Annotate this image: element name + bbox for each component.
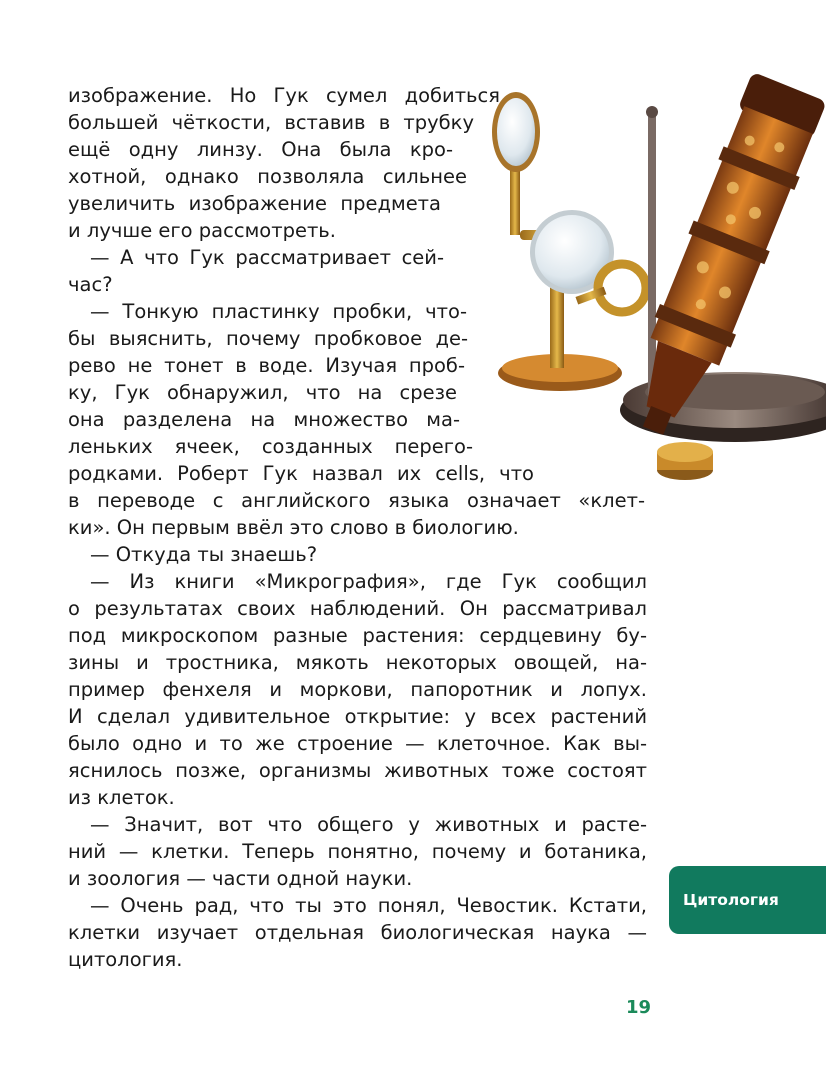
page-number: 19 (626, 997, 652, 1018)
text-line: — Откуда ты знаешь? (90, 543, 318, 566)
text-line: ку, Гук обнаружил, что на срезе (68, 381, 457, 404)
text-line: о результатах своих наблюдений. Он рассматривал (68, 597, 647, 620)
text-line: леньких ячеек, созданных перего- (68, 435, 473, 458)
text-line: под микроскопом разные растения: сердцевину бу- (68, 624, 647, 647)
text-line: И сделал удивительное открытие: у всех растений (68, 705, 647, 728)
text-line: изображение. Но Гук сумел добиться (68, 84, 500, 107)
text-line: — Значит, вот что общего у животных и расте- (90, 813, 647, 836)
text-line: клетки изучает отдельная биологическая наука — (68, 921, 647, 944)
text-line: бы выяснить, почему пробковое де- (68, 327, 468, 350)
text-line: она разделена на множество ма- (68, 408, 460, 431)
text-line: зины и тростника, мякоть некоторых овощей, на- (68, 651, 647, 674)
section-tab (669, 866, 826, 934)
text-line: рево не тонет в воде. Изучая проб- (68, 354, 465, 377)
text-line: цитология. (68, 948, 183, 971)
text-line: — А что Гук рассматривает сей- (90, 246, 444, 269)
text-line: — Тонкую пластинку пробки, что- (90, 300, 467, 323)
text-line: из клеток. (68, 786, 175, 809)
text-line: родками. Роберт Гук назвал их cells, что (68, 462, 534, 485)
text-line: ещё одну линзу. Она была кро- (68, 138, 453, 161)
text-line: яснилось позже, организмы животных тоже состоят (68, 759, 647, 782)
text-line: пример фенхеля и моркови, папоротник и лопух. (68, 678, 647, 701)
text-line: ки». Он первым ввёл это слово в биологию. (68, 516, 519, 539)
section-tab-label: Цитология (683, 891, 779, 909)
text-line: — Из книги «Микрография», где Гук сообщил (90, 570, 647, 593)
text-line: час? (68, 273, 113, 296)
text-line: хотной, однако позволяла сильнее (68, 165, 467, 188)
text-line: и лучше его рассмотреть. (68, 219, 337, 242)
text-line: ний — клетки. Теперь понятно, почему и ботаника, (68, 840, 647, 863)
text-line: и зоология — части одной науки. (68, 867, 413, 890)
text-line: в переводе с английского языка означает «клет- (68, 489, 645, 512)
text-line: увеличить изображение предмета (68, 192, 441, 215)
microscope-illustration (480, 70, 826, 500)
text-line: было одно и то же строение — клеточное. Как вы- (68, 732, 647, 755)
text-line: — Очень рад, что ты это понял, Чевостик. Кстати, (90, 894, 647, 917)
text-line: большей чёткости, вставив в трубку (68, 111, 474, 134)
